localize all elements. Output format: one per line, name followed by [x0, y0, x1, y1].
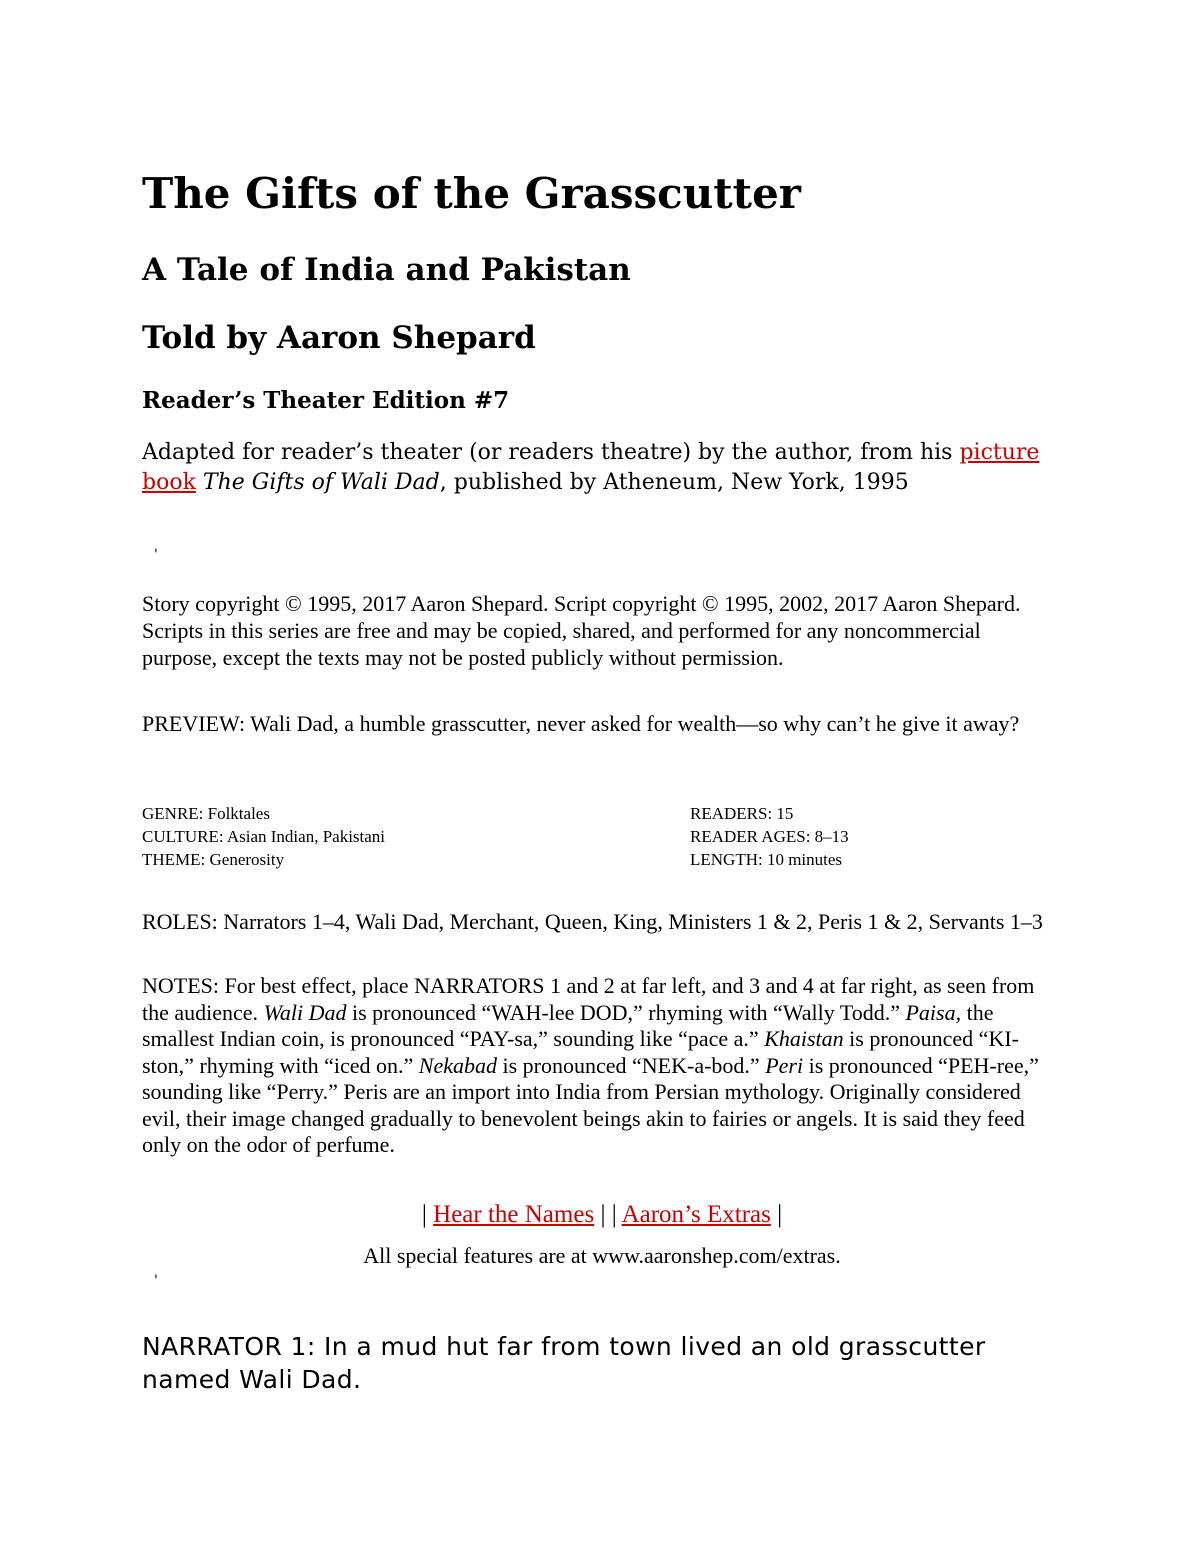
notes-text-6: is pronounced “PEH-ree,” sounding like “Perry.” Peris are an import into India from Persian mythology. Originally considered evil, their image changed gradually to benevolent beings akin to fairies or angels. It is said they feed only on the odor of perfume.	[142, 1052, 1039, 1157]
notes-paragraph	[142, 973, 1062, 1159]
adaptation-paragraph	[142, 438, 1052, 498]
meta-left-column	[142, 802, 385, 871]
features-bar-mid: | |	[594, 1201, 622, 1228]
adaptation-suffix: , published by Atheneum, New York, 1995	[439, 470, 909, 495]
aarons-extras-link[interactable]: Aaron’s Extras	[621, 1201, 771, 1228]
length-label: LENGTH: 10 minutes	[690, 850, 843, 869]
separator-mark-top: '	[154, 547, 158, 563]
preview-paragraph: PREVIEW: Wali Dad, a humble grasscutter, never asked for wealth—so why can’t he give it away?	[142, 711, 1020, 736]
roles-paragraph: ROLES: Narrators 1–4, Wali Dad, Merchant, Queen, King, Ministers 1 & 2, Peris 1 & 2, Servants 1–3	[142, 909, 1043, 934]
notes-term-nekabad: Nekabad	[418, 1052, 497, 1078]
adaptation-space	[196, 470, 203, 495]
document-title: The Gifts of the Grasscutter	[142, 169, 801, 218]
culture-label: CULTURE: Asian Indian, Pakistani	[142, 827, 386, 846]
notes-text-4: is pronounced “KI-ston,” rhyming with “iced on.”	[142, 1026, 1019, 1078]
hear-the-names-link[interactable]: Hear the Names	[433, 1201, 595, 1228]
narrator-1-line: NARRATOR 1: In a mud hut far from town lived an old grasscutter named Wali Dad.	[142, 1332, 986, 1394]
author-line: Told by Aaron Shepard	[142, 320, 536, 356]
special-features-links	[142, 1198, 1062, 1232]
notes-text-2: is pronounced “WAH-lee DOD,” rhyming with “Wally Todd.”	[346, 999, 906, 1025]
separator-mark-bottom: '	[154, 1273, 158, 1289]
notes-text-1: NOTES: For best effect, place NARRATORS 1 and 2 at far left, and 3 and 4 at far right, as seen from the audience.	[142, 973, 1035, 1025]
meta-right-column	[690, 802, 849, 871]
notes-term-paisa: Paisa,	[905, 999, 962, 1025]
adaptation-prefix: Adapted for reader’s theater (or readers theatre) by the author, from his	[142, 440, 960, 465]
readers-label: READERS: 15	[690, 804, 794, 823]
notes-term-peri: Peri	[765, 1052, 804, 1078]
book-title: The Gifts of Wali Dad	[202, 470, 440, 495]
notes-term-wali-dad: Wali Dad	[263, 999, 347, 1025]
features-bar-close: |	[770, 1201, 783, 1228]
notes-text-3: the smallest Indian coin, is pronounced “PAY-sa,” sounding like “pace a.”	[142, 999, 994, 1051]
special-features-note: All special features are at www.aaronshep.com/extras.	[363, 1243, 841, 1268]
notes-text-5: is pronounced “NEK-a-bod.”	[496, 1052, 766, 1078]
copyright-paragraph: Story copyright © 1995, 2017 Aaron Shepard. Script copyright © 1995, 2002, 2017 Aaron Shepard. Scripts in this series are free and may be copied, shared, and performed for any noncommercial purpose, except the texts may not be posted publicly without permission.	[142, 591, 1021, 670]
document-subtitle: A Tale of India and Pakistan	[142, 252, 631, 288]
features-bar-open: |	[421, 1201, 434, 1228]
notes-term-khaistan: Khaistan	[764, 1026, 844, 1051]
edition-line: Reader’s Theater Edition #7	[142, 387, 510, 414]
genre-label: GENRE: Folktales	[142, 804, 270, 823]
reader-ages-label: READER AGES: 8–13	[690, 827, 849, 846]
picture-book-link[interactable]: picture book	[142, 440, 1040, 495]
theme-label: THEME: Generosity	[142, 850, 285, 869]
